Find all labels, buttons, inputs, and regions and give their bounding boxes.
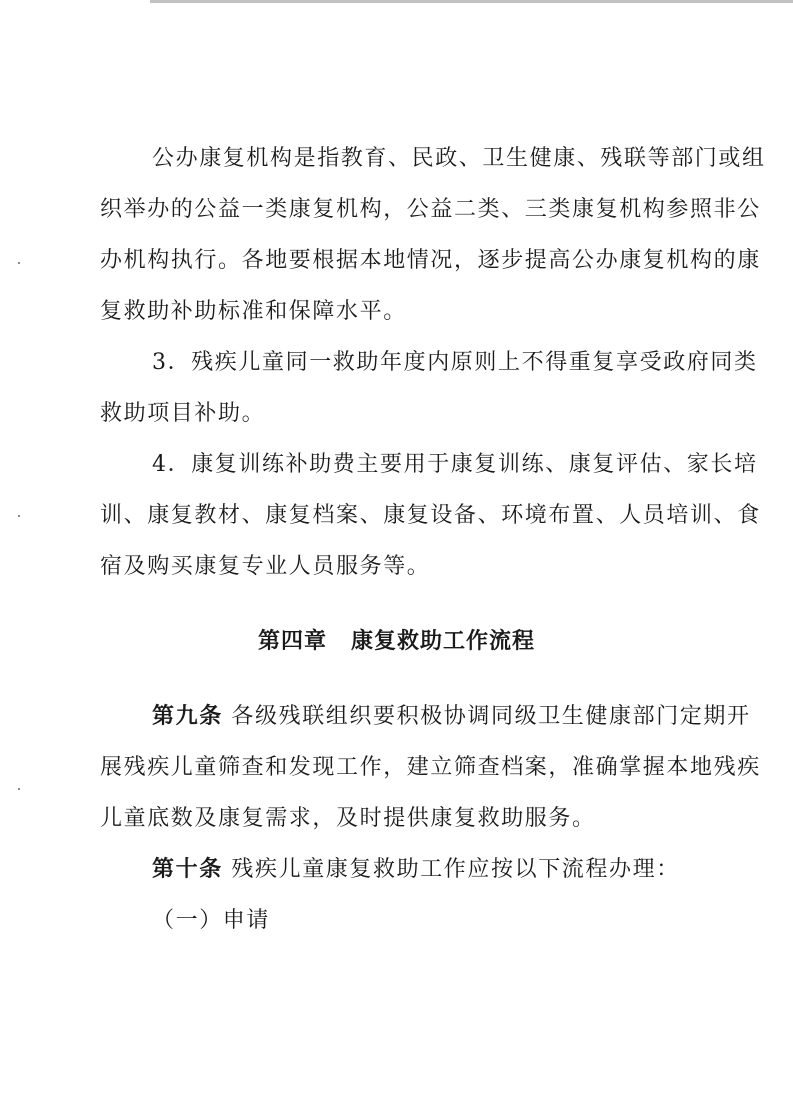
- chapter-heading: [0, 627, 793, 657]
- paragraph-line: 展残疾儿童筛查和发现工作，建立筛查档案，准确掌握本地残疾: [100, 755, 761, 780]
- article-10-line: [152, 855, 700, 885]
- paragraph-line: 救助项目补助。: [100, 401, 266, 426]
- chapter-title: 康复救助工作流程: [351, 629, 536, 654]
- article-9-label: 第九条: [152, 704, 223, 729]
- paragraph-line: 3．残疾儿童同一救助年度内原则上不得重复享受政府同类: [152, 350, 758, 375]
- scan-mark: [18, 788, 20, 790]
- article-9-line: [152, 702, 751, 732]
- paragraph-line: 办机构执行。各地要根据本地情况，逐步提高公办康复机构的康: [100, 248, 761, 273]
- paragraph-line: 公办康复机构是指教育、民政、卫生健康、残联等部门或组: [152, 146, 766, 171]
- paragraph-line: 织举办的公益一类康复机构，公益二类、三类康复机构参照非公: [100, 197, 761, 222]
- paragraph-line: 训、康复教材、康复档案、康复设备、环境布置、人员培训、食: [100, 503, 761, 528]
- scan-mark: [18, 515, 20, 517]
- scan-edge-line: [150, 0, 793, 3]
- chapter-number: 第四章: [257, 629, 327, 654]
- paragraph-line: 复救助补助标准和保障水平。: [100, 299, 407, 324]
- paragraph-line: 4．康复训练补助费主要用于康复训练、康复评估、家长培: [152, 452, 758, 477]
- article-10-text: 残疾儿童康复救助工作应按以下流程办理：: [231, 857, 680, 882]
- scan-mark: [18, 262, 20, 264]
- paragraph-line: 儿童底数及康复需求，及时提供康复救助服务。: [100, 806, 596, 831]
- paragraph-line: 宿及购买康复专业人员服务等。: [100, 554, 431, 579]
- section-heading: （一）申请: [152, 908, 271, 933]
- article-9-text: 各级残联组织要积极协调同级卫生健康部门定期开: [231, 704, 751, 729]
- article-10-label: 第十条: [152, 857, 223, 882]
